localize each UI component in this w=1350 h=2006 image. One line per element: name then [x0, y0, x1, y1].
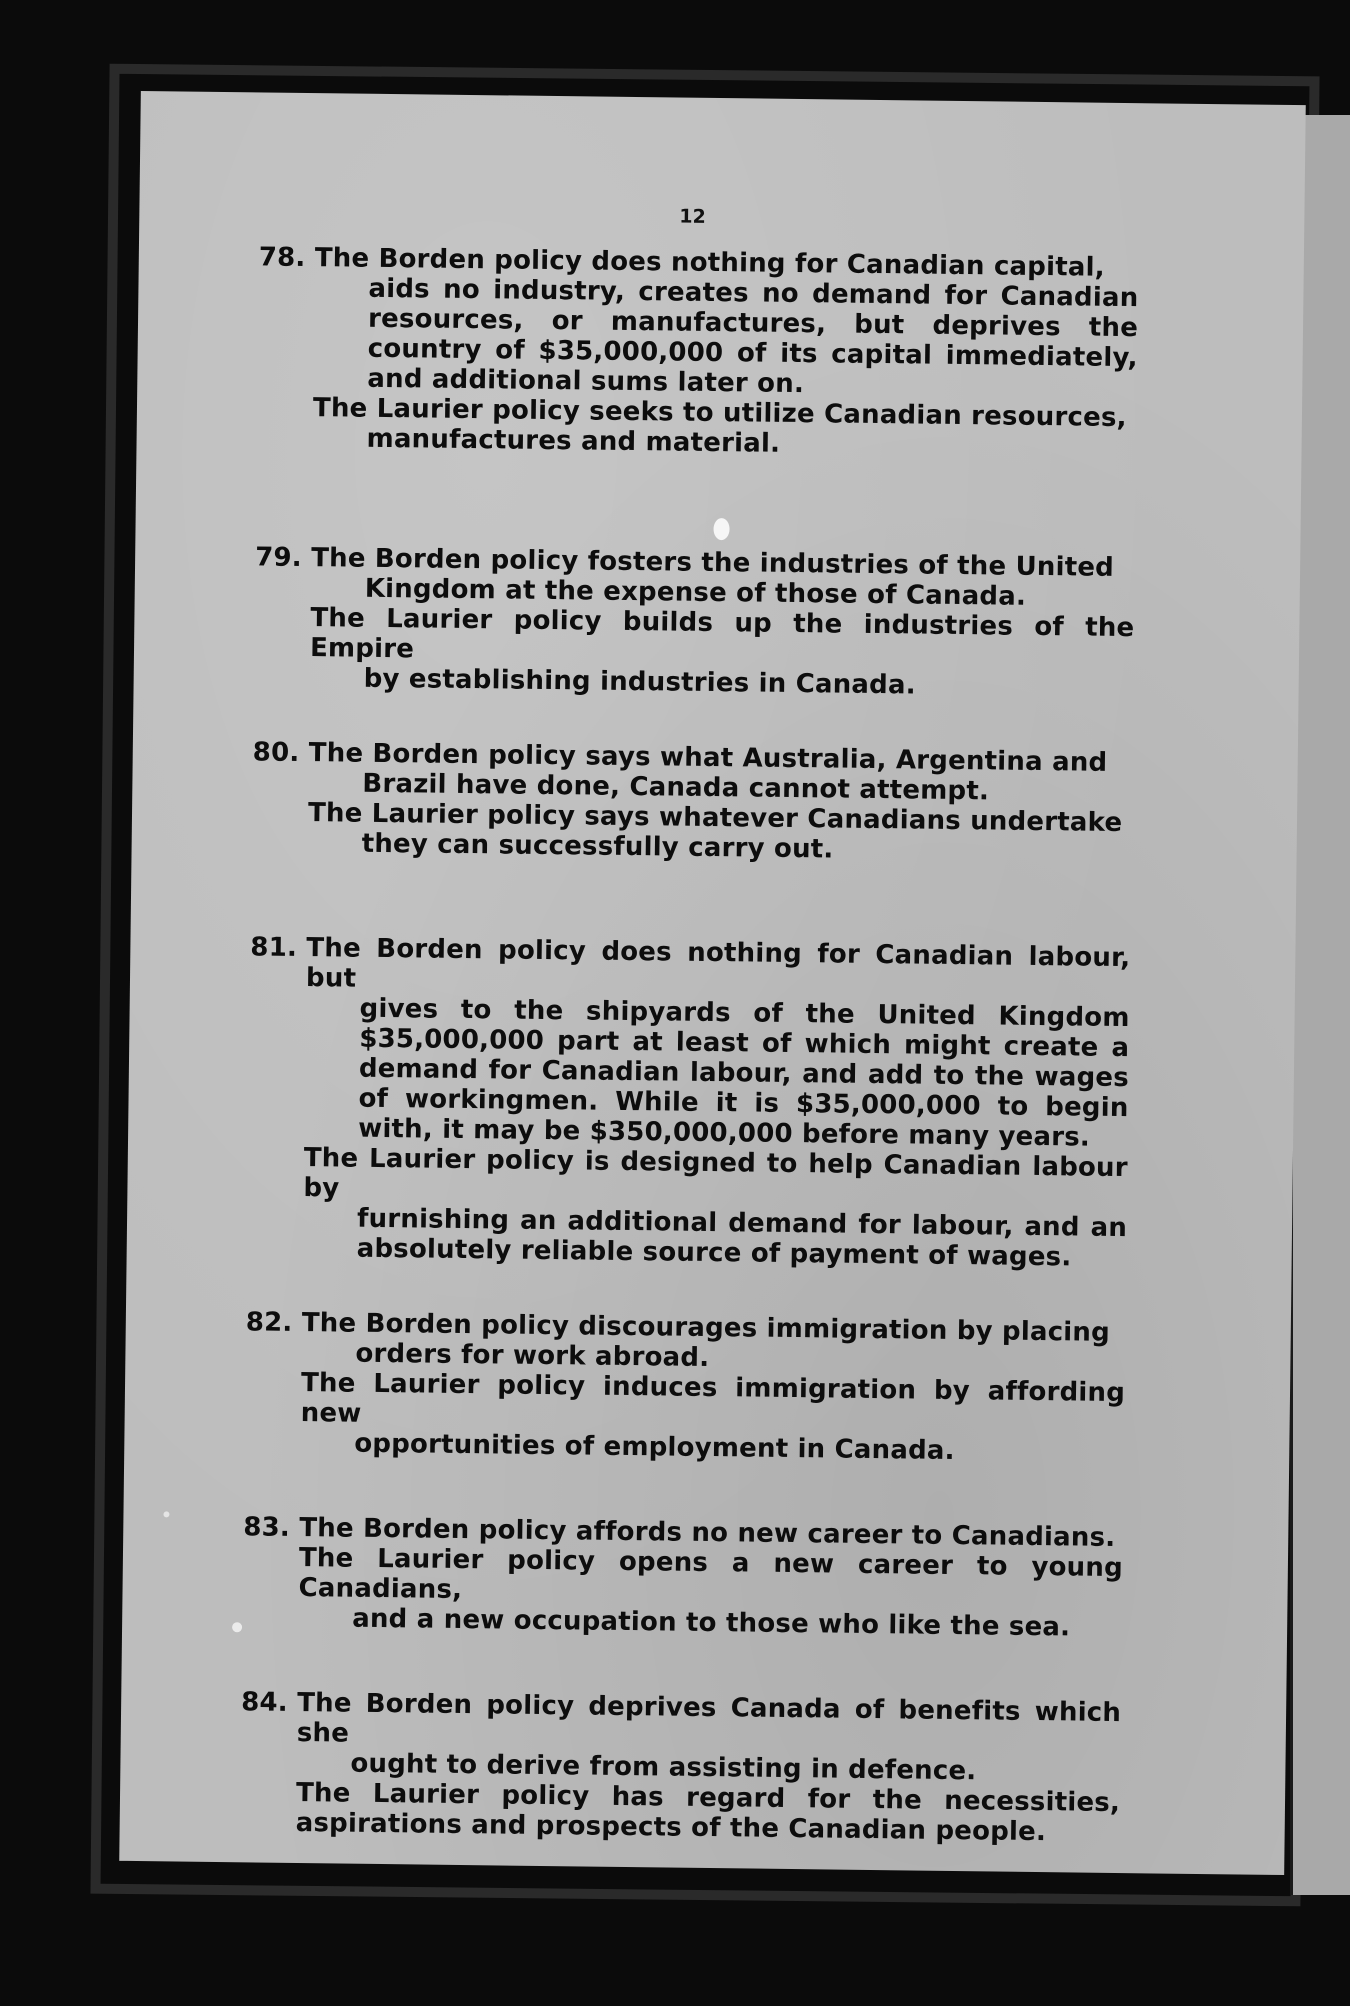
- list-item-83: [242, 1512, 1123, 1643]
- borden-first-line: The Borden policy says what Australia, Argentina and: [308, 738, 1108, 778]
- item-number: 83.: [243, 1512, 291, 1543]
- list-item-81: [247, 932, 1131, 1273]
- list-item-78: [256, 242, 1138, 463]
- borden-first-line: The Borden policy does nothing for Canadian capital,: [314, 243, 1105, 283]
- laurier-text: The Laurier policy has regard for the necessities, aspirations and prospects of the Canadian people.: [295, 1777, 1121, 1848]
- laurier-paragraph: [254, 602, 1135, 703]
- laurier-paragraph: [244, 1367, 1125, 1468]
- borden-continuation: gives to the shipyards of the United Kingdom $35,000,000 part at least of which might create a demand for Canadian labour, and add to the wages of workingmen. While it is $35,000,000 to begin with, it may be $350,000,000 before many years.: [358, 993, 1130, 1153]
- borden-paragraph: [252, 737, 1133, 808]
- borden-first-line: The Borden policy fosters the industries of the United: [310, 543, 1115, 583]
- borden-paragraph: [245, 1307, 1126, 1378]
- laurier-first-line: The Laurier policy seeks to utilize Canadian resources,: [312, 393, 1127, 434]
- document-body: [240, 242, 1139, 1848]
- laurier-first-line: The Laurier policy says whatever Canadians undertake: [307, 798, 1123, 838]
- list-item-80: [252, 737, 1133, 868]
- borden-continuation: aids no industry, creates no demand for Canadian resources, or manufactures, but deprives the country of $35,000,000 of its capital immediately, and additional sums later on.: [367, 273, 1139, 400]
- item-number: 84.: [240, 1687, 289, 1718]
- borden-continuation: Brazil have done, Canada cannot attempt.: [362, 768, 990, 807]
- item-number: 82.: [245, 1307, 293, 1338]
- laurier-first-line: The Laurier policy induces immigration by affording new: [300, 1368, 1126, 1429]
- item-number: 78.: [258, 242, 306, 273]
- borden-paragraph: [255, 542, 1136, 613]
- laurier-paragraph: [242, 1542, 1123, 1643]
- borden-continuation: orders for work abroad.: [355, 1338, 710, 1373]
- borden-continuation: ought to derive from assisting in defence.: [350, 1748, 977, 1787]
- item-number: 79.: [254, 542, 303, 573]
- laurier-paragraph: [240, 1777, 1121, 1848]
- list-item-79: [254, 542, 1136, 703]
- laurier-continuation: and a new occupation to those who like the sea.: [352, 1603, 1071, 1643]
- laurier-continuation: furnishing an additional demand for labour, and an absolutely reliable source of payment of wages.: [356, 1203, 1128, 1273]
- document-page: [119, 91, 1306, 1875]
- borden-paragraph: [240, 1687, 1121, 1788]
- borden-first-line: The Borden policy discourages immigration by placing: [301, 1308, 1111, 1348]
- borden-first-line: The Borden policy affords no new career to Canadians.: [299, 1512, 1116, 1553]
- laurier-continuation: manufactures and material.: [366, 423, 781, 459]
- laurier-continuation: by establishing industries in Canada.: [363, 663, 916, 701]
- item-number: 80.: [252, 737, 300, 768]
- laurier-paragraph: [252, 797, 1133, 868]
- laurier-first-line: The Laurier policy builds up the industries of the Empire: [309, 603, 1135, 665]
- laurier-continuation: they can successfully carry out.: [361, 828, 834, 865]
- laurier-first-line: The Laurier policy is designed to help Canadian labour by: [303, 1143, 1128, 1204]
- borden-continuation: Kingdom at the expense of those of Canada.: [364, 573, 1027, 612]
- item-number: 81.: [250, 932, 298, 963]
- laurier-paragraph: [247, 1142, 1128, 1273]
- laurier-first-line: The Laurier policy opens a new career to young Canadians,: [298, 1542, 1124, 1605]
- page-number: 12: [679, 205, 706, 228]
- list-item-82: [244, 1307, 1126, 1468]
- laurier-paragraph: [256, 392, 1137, 463]
- borden-paragraph: [248, 932, 1130, 1153]
- laurier-continuation: opportunities of employment in Canada.: [354, 1428, 955, 1466]
- list-item-84: [240, 1687, 1122, 1848]
- borden-paragraph: [257, 242, 1139, 403]
- dust-speck: [232, 1622, 242, 1632]
- borden-first-line: The Borden policy deprives Canada of benefits which she: [296, 1687, 1122, 1749]
- borden-first-line: The Borden policy does nothing for Canadian labour, but: [305, 933, 1131, 994]
- dust-speck: [713, 518, 729, 540]
- dust-speck: [163, 1511, 169, 1517]
